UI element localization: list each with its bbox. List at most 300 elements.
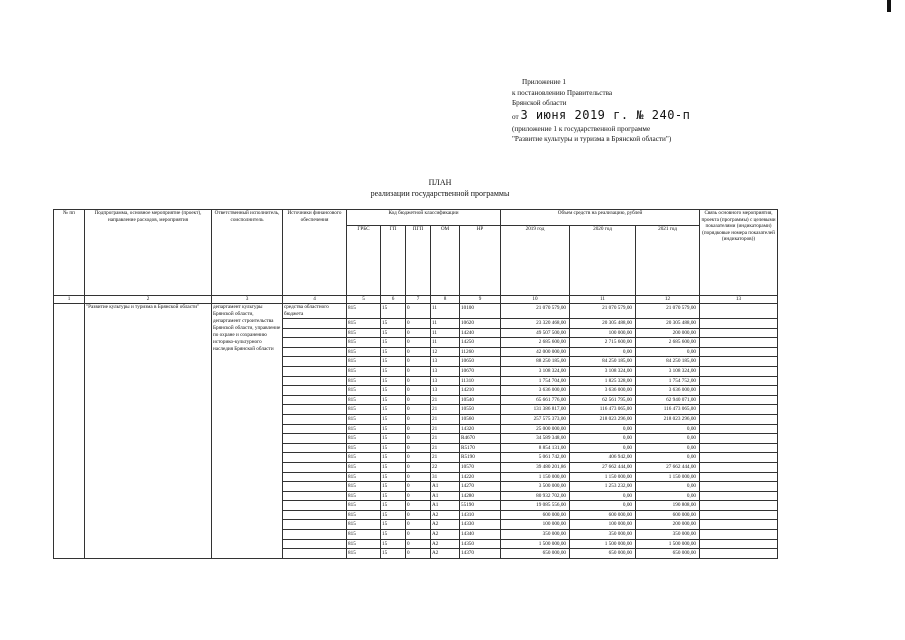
amount-2019-cell: 88 250 185,00 [501,357,570,367]
amount-2021-cell: 62 940 071,00 [636,395,700,405]
amount-2021-cell: 1 754 752,00 [636,376,700,386]
indicator-link-cell [700,462,778,472]
source-cell [283,405,347,415]
header-om: ОМ [431,226,460,296]
source-cell [283,530,347,540]
gp-cell: 15 [381,319,406,329]
source-cell [283,453,347,463]
source-cell [283,414,347,424]
amount-2020-cell: 0,00 [570,443,636,453]
pgp-cell: 0 [406,424,431,434]
pgp-cell: 0 [406,357,431,367]
amount-2020-cell: 0,00 [570,347,636,357]
amount-2021-cell: 0,00 [636,347,700,357]
amount-2020-cell: 650 000,00 [570,549,636,559]
nr-cell: 14220 [460,472,501,482]
amount-2020-cell: 3 636 000,00 [570,386,636,396]
source-cell [283,539,347,549]
source-cell [283,319,347,329]
amount-2021-cell: 3 108 324,00 [636,366,700,376]
col-number: 13 [700,296,778,304]
amount-2020-cell: 84 250 185,00 [570,357,636,367]
grbs-cell: 815 [347,424,381,434]
amount-2021-cell: 20 305 488,00 [636,319,700,329]
amount-2020-cell: 3 108 324,00 [570,366,636,376]
amount-2021-cell: 0,00 [636,424,700,434]
appendix-line: к постановлению Правительства [512,88,613,97]
source-cell [283,347,347,357]
amount-2019-cell: 2 685 600,00 [501,338,570,348]
grbs-cell: 815 [347,434,381,444]
amount-2019-cell: 5 061 742,00 [501,453,570,463]
amount-2019-cell: 49 507 500,00 [501,328,570,338]
indicator-link-cell [700,414,778,424]
pgp-cell: 0 [406,462,431,472]
gp-cell: 15 [381,520,406,530]
source-cell [283,472,347,482]
gp-cell: 15 [381,501,406,511]
om-cell: 11 [431,328,460,338]
nr-cell: 14270 [460,482,501,492]
table-row [54,304,778,319]
nr-cell: R5190 [460,453,501,463]
amount-2020-cell: 0,00 [570,424,636,434]
col-number: 6 [381,296,406,304]
amount-2020-cell: 116 473 065,00 [570,405,636,415]
grbs-cell: 815 [347,443,381,453]
nr-cell: R4670 [460,434,501,444]
corner-mark [887,0,891,12]
gp-cell: 15 [381,338,406,348]
pgp-cell: 0 [406,405,431,415]
indicator-link-cell [700,386,778,396]
plan-table [53,209,778,559]
row-number-cell [54,304,85,559]
grbs-cell: 815 [347,405,381,415]
grbs-cell: 815 [347,472,381,482]
amount-2020-cell: 1 253 232,00 [570,482,636,492]
grbs-cell: 815 [347,376,381,386]
nr-cell: 10100 [460,304,501,319]
appendix-label: Приложение 1 [522,78,566,86]
amount-2021-cell: 190 808,00 [636,501,700,511]
nr-cell: R5170 [460,443,501,453]
pgp-cell: 0 [406,366,431,376]
indicator-link-cell [700,424,778,434]
amount-2019-cell: 600 000,00 [501,510,570,520]
amount-2019-cell: 350 000,00 [501,530,570,540]
amount-2019-cell: 8 854 131,00 [501,443,570,453]
grbs-cell: 815 [347,491,381,501]
amount-2020-cell: 0,00 [570,501,636,511]
col-number: 8 [431,296,460,304]
amount-2019-cell: 80 932 702,00 [501,491,570,501]
col-number: 1 [54,296,85,304]
amount-2019-cell: 1 500 000,00 [501,539,570,549]
gp-cell: 15 [381,482,406,492]
amount-2019-cell: 257 575 373,00 [501,414,570,424]
source-cell [283,357,347,367]
appendix-header [512,77,690,145]
col-number: 11 [570,296,636,304]
amount-2021-cell: 1 150 000,00 [636,472,700,482]
indicator-link-cell [700,376,778,386]
om-cell: 31 [431,472,460,482]
indicator-link-cell [700,520,778,530]
nr-cell: 10540 [460,395,501,405]
amount-2021-cell: 0,00 [636,443,700,453]
amount-2020-cell: 1 500 000,00 [570,539,636,549]
header-gp: ГП [381,226,406,296]
indicator-link-cell [700,357,778,367]
pgp-cell: 0 [406,338,431,348]
source-cell [283,366,347,376]
amount-2020-cell: 1 150 000,00 [570,472,636,482]
amount-2020-cell: 218 023 296,00 [570,414,636,424]
source-cell [283,501,347,511]
om-cell: 21 [431,453,460,463]
amount-2021-cell: 84 250 185,00 [636,357,700,367]
om-cell: 21 [431,434,460,444]
gp-cell: 15 [381,491,406,501]
appendix-line: "Развитие культуры и туризма в Брянской области") [512,135,672,143]
pgp-cell: 0 [406,539,431,549]
header-2019: 2019 год [501,226,570,296]
om-cell: 11 [431,338,460,348]
gp-cell: 15 [381,395,406,405]
indicator-link-cell [700,405,778,415]
col-number: 7 [406,296,431,304]
amount-2021-cell: 200 000,00 [636,520,700,530]
grbs-cell: 815 [347,462,381,472]
source-cell [283,395,347,405]
om-cell: 21 [431,405,460,415]
header-num: № пп [54,210,85,296]
indicator-link-cell [700,482,778,492]
om-cell: A1 [431,482,460,492]
indicator-link-cell [700,501,778,511]
gp-cell: 15 [381,434,406,444]
grbs-cell: 815 [347,366,381,376]
source-cell [283,443,347,453]
amount-2020-cell: 406 942,00 [570,453,636,463]
nr-cell: 10670 [460,366,501,376]
source-cell [283,482,347,492]
grbs-cell: 815 [347,357,381,367]
nr-cell: 55190 [460,501,501,511]
gp-cell: 15 [381,462,406,472]
header-budget-code: Код бюджетной классификации [347,210,501,226]
indicator-link-cell [700,453,778,463]
gp-cell: 15 [381,357,406,367]
pgp-cell: 0 [406,328,431,338]
om-cell: A2 [431,530,460,540]
om-cell: 13 [431,376,460,386]
nr-cell: 14340 [460,530,501,540]
amount-2019-cell: 131 386 817,00 [501,405,570,415]
amount-2019-cell: 25 000 000,00 [501,424,570,434]
indicator-link-cell [700,530,778,540]
pgp-cell: 0 [406,319,431,329]
pgp-cell: 0 [406,347,431,357]
indicator-link-cell [700,539,778,549]
indicator-link-cell [700,510,778,520]
amount-2019-cell: 650 000,00 [501,549,570,559]
indicator-link-cell [700,491,778,501]
grbs-cell: 815 [347,453,381,463]
indicator-link-cell [700,549,778,559]
pgp-cell: 0 [406,482,431,492]
amount-2019-cell: 3 636 000,00 [501,386,570,396]
amount-2021-cell: 3 636 000,00 [636,386,700,396]
amount-2019-cell: 42 000 000,00 [501,347,570,357]
nr-cell: 10620 [460,319,501,329]
gp-cell: 15 [381,472,406,482]
nr-cell: 11310 [460,376,501,386]
om-cell: 13 [431,386,460,396]
om-cell: A1 [431,501,460,511]
amount-2019-cell: 19 085 556,00 [501,501,570,511]
amount-2020-cell: 1 825 328,00 [570,376,636,386]
nr-cell: 14210 [460,386,501,396]
grbs-cell: 815 [347,319,381,329]
source-cell [283,434,347,444]
plan-title: ПЛАН [428,178,452,187]
pgp-cell: 0 [406,510,431,520]
nr-cell: 14330 [460,520,501,530]
amount-2020-cell: 600 000,00 [570,510,636,520]
col-number: 2 [85,296,212,304]
plan-subtitle: реализации государственной программы [370,189,510,198]
col-number: 3 [212,296,283,304]
amount-2021-cell: 21 070 579,00 [636,304,700,319]
om-cell: A2 [431,549,460,559]
header-grbs: ГРБС [347,226,381,296]
gp-cell: 15 [381,414,406,424]
resolution-date: 3 июня 2019 г. № 240-п [520,107,691,122]
grbs-cell: 815 [347,338,381,348]
pgp-cell: 0 [406,386,431,396]
om-cell: 22 [431,462,460,472]
header-volume: Объем средств на реализацию, рублей [501,210,700,226]
pgp-cell: 0 [406,414,431,424]
amount-2020-cell: 0,00 [570,434,636,444]
grbs-cell: 815 [347,386,381,396]
om-cell: 21 [431,443,460,453]
nr-cell: 14310 [460,510,501,520]
grbs-cell: 815 [347,549,381,559]
nr-cell: 14370 [460,549,501,559]
source-cell [283,510,347,520]
om-cell: 12 [431,347,460,357]
header-executor: Ответственный исполнитель, соисполнитель [212,210,283,296]
appendix-date-line [512,109,690,124]
gp-cell: 15 [381,366,406,376]
pgp-cell: 0 [406,530,431,540]
grbs-cell: 815 [347,539,381,549]
om-cell: A2 [431,520,460,530]
amount-2019-cell: 1 754 704,00 [501,376,570,386]
amount-2020-cell: 100 000,00 [570,520,636,530]
header-2020: 2020 год [570,226,636,296]
om-cell: 21 [431,414,460,424]
date-prefix: от [512,112,519,121]
indicator-link-cell [700,443,778,453]
gp-cell: 15 [381,539,406,549]
column-numbers-row [54,296,778,304]
amount-2020-cell: 2 715 600,00 [570,338,636,348]
amount-2019-cell: 34 589 348,00 [501,434,570,444]
appendix-line: (приложение 1 к государственной программе [512,124,651,133]
pgp-cell: 0 [406,443,431,453]
col-number: 10 [501,296,570,304]
om-cell: 21 [431,395,460,405]
gp-cell: 15 [381,453,406,463]
indicator-link-cell [700,319,778,329]
col-number: 9 [460,296,501,304]
col-number: 5 [347,296,381,304]
amount-2021-cell: 27 662 444,00 [636,462,700,472]
header-pgp: ПГП [406,226,431,296]
source-cell [283,520,347,530]
om-cell: 13 [431,357,460,367]
indicator-link-cell [700,434,778,444]
pgp-cell: 0 [406,549,431,559]
grbs-cell: 815 [347,501,381,511]
source-cell [283,549,347,559]
om-cell: A2 [431,510,460,520]
om-cell: 11 [431,304,460,319]
amount-2021-cell: 200 000,00 [636,328,700,338]
pgp-cell: 0 [406,520,431,530]
amount-2019-cell: 100 000,00 [501,520,570,530]
indicator-link-cell [700,347,778,357]
nr-cell: 14250 [460,338,501,348]
source-cell [283,386,347,396]
indicator-link-cell [700,472,778,482]
nr-cell: 10550 [460,405,501,415]
amount-2021-cell: 2 685 600,00 [636,338,700,348]
grbs-cell: 815 [347,347,381,357]
nr-cell: 10570 [460,462,501,472]
executor-cell: департамент культуры Брянской области, департамент строительства Брянской области, управление по охране и сохранению историко-культурного наследия Брянской области [212,304,283,559]
pgp-cell: 0 [406,395,431,405]
amount-2021-cell: 0,00 [636,434,700,444]
grbs-cell: 815 [347,520,381,530]
om-cell: 21 [431,424,460,434]
subprogram-cell: "Развитие культуры и туризма в Брянской области" [85,304,212,559]
col-number: 4 [283,296,347,304]
header-link: Связь основного мероприятия, проекта (программы) с целевыми показателями (индикаторами) (порядковые номера показателей (индикаторов)) [700,210,778,296]
grbs-cell: 815 [347,530,381,540]
amount-2019-cell: 39 480 201,86 [501,462,570,472]
header-sources: Источники финансового обеспечения [283,210,347,296]
amount-2021-cell: 600 000,00 [636,510,700,520]
nr-cell: 14350 [460,539,501,549]
gp-cell: 15 [381,376,406,386]
grbs-cell: 815 [347,482,381,492]
pgp-cell: 0 [406,472,431,482]
pgp-cell: 0 [406,453,431,463]
nr-cell: 10650 [460,357,501,367]
source-cell [283,424,347,434]
grbs-cell: 815 [347,414,381,424]
amount-2019-cell: 3 108 324,00 [501,366,570,376]
pgp-cell: 0 [406,501,431,511]
header-nr: НР [460,226,501,296]
appendix-line: Брянской области [512,99,567,107]
nr-cell: 11260 [460,347,501,357]
amount-2021-cell: 0,00 [636,453,700,463]
om-cell: 11 [431,319,460,329]
header-2021: 2021 год [636,226,700,296]
amount-2021-cell: 650 000,00 [636,549,700,559]
amount-2020-cell: 20 305 488,00 [570,319,636,329]
amount-2020-cell: 21 070 579,00 [570,304,636,319]
nr-cell: 14320 [460,424,501,434]
amount-2019-cell: 65 661 776,00 [501,395,570,405]
gp-cell: 15 [381,347,406,357]
amount-2019-cell: 23 320 468,00 [501,319,570,329]
amount-2021-cell: 350 000,00 [636,530,700,540]
amount-2021-cell: 0,00 [636,491,700,501]
gp-cell: 15 [381,304,406,319]
grbs-cell: 815 [347,395,381,405]
amount-2020-cell: 350 000,00 [570,530,636,540]
om-cell: 13 [431,366,460,376]
amount-2021-cell: 218 023 296,00 [636,414,700,424]
nr-cell: 10560 [460,414,501,424]
amount-2019-cell: 3 500 000,00 [501,482,570,492]
amount-2020-cell: 62 561 795,00 [570,395,636,405]
source-cell [283,328,347,338]
gp-cell: 15 [381,424,406,434]
grbs-cell: 815 [347,510,381,520]
pgp-cell: 0 [406,376,431,386]
gp-cell: 15 [381,510,406,520]
pgp-cell: 0 [406,491,431,501]
indicator-link-cell [700,338,778,348]
gp-cell: 15 [381,328,406,338]
pgp-cell: 0 [406,304,431,319]
indicator-link-cell [700,328,778,338]
om-cell: A2 [431,539,460,549]
amount-2021-cell: 1 500 000,00 [636,539,700,549]
gp-cell: 15 [381,549,406,559]
indicator-link-cell [700,366,778,376]
header-subprogram: Подпрограмма, основное мероприятие (проект), направление расходов, мероприятия [85,210,212,296]
source-cell [283,491,347,501]
amount-2019-cell: 1 150 000,00 [501,472,570,482]
amount-2021-cell: 0,00 [636,482,700,492]
nr-cell: 14240 [460,328,501,338]
amount-2020-cell: 0,00 [570,491,636,501]
om-cell: A1 [431,491,460,501]
grbs-cell: 815 [347,328,381,338]
grbs-cell: 815 [347,304,381,319]
source-cell [283,338,347,348]
amount-2020-cell: 27 662 444,00 [570,462,636,472]
indicator-link-cell [700,304,778,319]
amount-2020-cell: 100 000,00 [570,328,636,338]
source-cell [283,462,347,472]
source-cell: средства областного бюджета [283,304,347,319]
source-cell [283,376,347,386]
pgp-cell: 0 [406,434,431,444]
gp-cell: 15 [381,530,406,540]
gp-cell: 15 [381,443,406,453]
gp-cell: 15 [381,405,406,415]
